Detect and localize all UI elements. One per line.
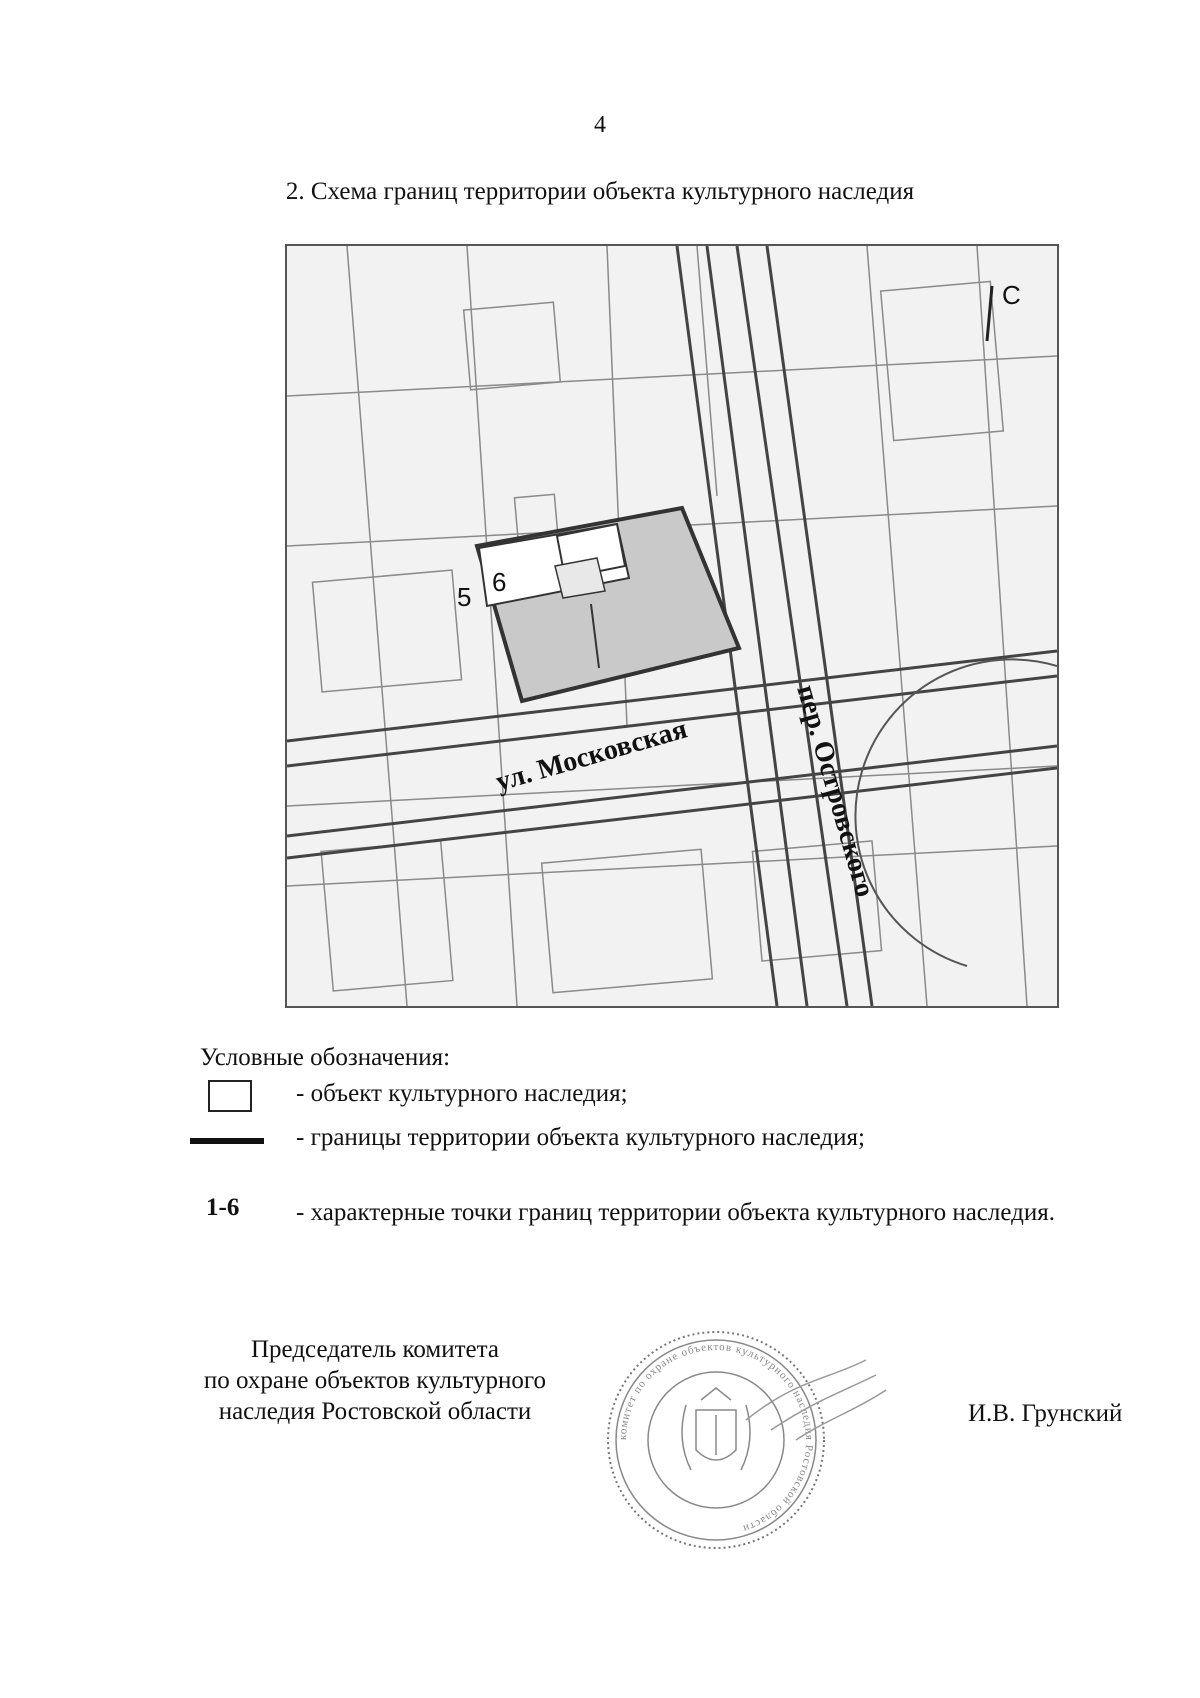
signatory-title-line: по охране объектов культурного xyxy=(203,1367,547,1394)
street-moskovskaya-lines xyxy=(287,651,1057,858)
map-corner-label: С xyxy=(1002,280,1021,310)
legend-box-symbol xyxy=(208,1080,252,1112)
curved-road xyxy=(855,659,1057,966)
official-seal xyxy=(596,1320,896,1560)
signatory-title-line: Председатель комитета xyxy=(251,1336,499,1363)
section-title: 2. Схема границ территории объекта культурного наследия xyxy=(285,178,915,205)
legend-item-text: - объект культурного наследия; xyxy=(296,1080,628,1107)
legend-title: Условные обозначения: xyxy=(200,1044,451,1071)
street-name-ostrovskogo: пер. Островского xyxy=(790,681,881,901)
page-number: 4 xyxy=(594,112,606,138)
legend-item-heritage-object xyxy=(190,1080,1130,1120)
street-name-moskovskaya: ул. Московская xyxy=(492,713,691,798)
seal-drawing xyxy=(596,1320,896,1560)
signatory-title xyxy=(170,1334,580,1427)
seal-text: комитет по охране объектов культурного наследия Ростовской области xyxy=(616,1340,816,1535)
map-point-label: 5 xyxy=(457,582,472,612)
signer-name: И.В. Грунский xyxy=(968,1400,1123,1427)
heritage-territory xyxy=(477,508,739,701)
heritage-object-outline xyxy=(555,558,605,598)
legend-item-text: - характерные точки границ территории объекта культурного наследия. xyxy=(296,1199,1055,1226)
boundary-scheme-map xyxy=(285,244,1059,1008)
map-point-label: 6 xyxy=(492,567,507,597)
legend-line-symbol xyxy=(190,1138,264,1144)
legend-item-characteristic-points xyxy=(190,1194,1130,1274)
legend-item-territory-boundary xyxy=(190,1124,1130,1164)
map-drawing xyxy=(287,246,1057,1006)
signatory-title-line: наследия Ростовской области xyxy=(218,1398,532,1425)
legend-item-text: - границы территории объекта культурного наследия; xyxy=(296,1124,865,1151)
coat-of-arms-icon xyxy=(682,1388,750,1470)
legend-points-symbol: 1-6 xyxy=(206,1194,240,1221)
